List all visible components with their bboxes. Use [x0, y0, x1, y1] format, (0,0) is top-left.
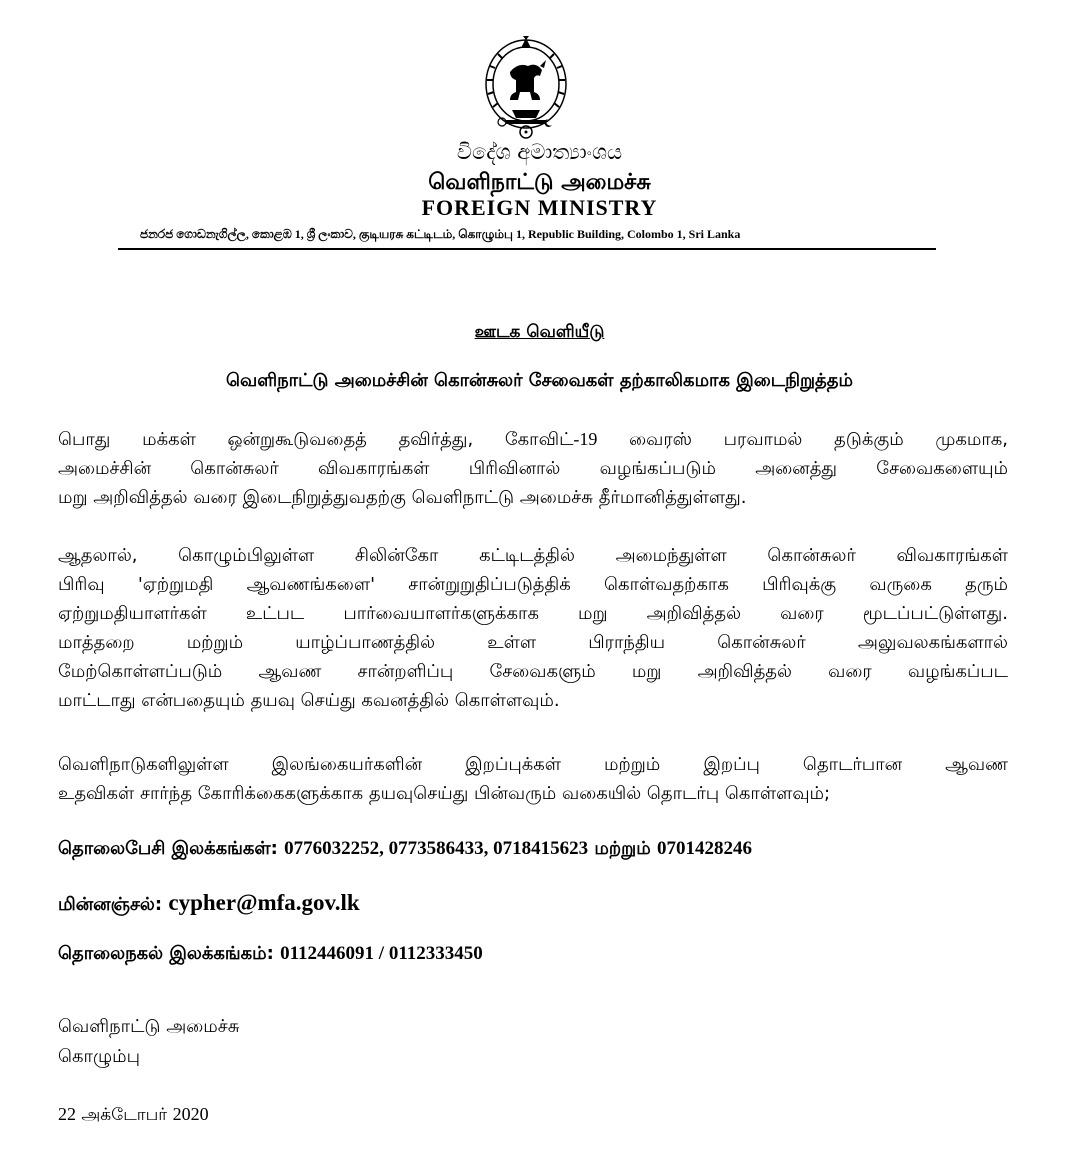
paragraph-2-line-3: ஏற்றுமதியாளர்கள் உட்பட பார்வையாளர்களுக்காக மறு அறிவித்தல் வரை மூடப்பட்டுள்ளது.	[58, 603, 1008, 624]
paragraph-1-line-2: அமைச்சின் கொன்சுலர் விவகாரங்கள் பிரிவினால் வழங்கப்படும் அனைத்து சேவைகளையும்	[58, 458, 1008, 479]
signature-line-1: வெளிநாட்டு அமைச்சு	[58, 1016, 240, 1037]
paragraph-2-line-1: ஆதலால், கொழும்பிலுள்ள சிலின்கோ கட்டிடத்தில் அமைந்துள்ள கொன்சுலர் விவகாரங்கள்	[58, 545, 1008, 566]
paragraph-3-line-1: வெளிநாடுகளிலுள்ள இலங்கையர்களின் இறப்புக்கள் மற்றும் இறப்பு தொடர்பான ஆவண	[58, 754, 1008, 775]
letterhead-sinhala-name: විදේශ අමාත්‍යාංශය	[456, 140, 623, 164]
letterhead-english-name: FOREIGN MINISTRY	[421, 195, 658, 220]
phone-and: மற்றும்	[594, 838, 651, 859]
covid-number: -19	[573, 429, 598, 449]
paragraph-1	[58, 425, 1008, 512]
email-contact	[58, 890, 360, 917]
paragraph-2-line-2: பிரிவு 'ஏற்றுமதி ஆவணங்களை' சான்றுறுதிப்படுத்திக் கொள்வதற்காக பிரிவுக்கு வருகை தரும்	[58, 574, 1008, 595]
document-type-heading: ஊடக வெளியீடு	[474, 322, 605, 342]
fax-numbers: 0112446091 / 0112333450	[280, 943, 483, 964]
paragraph-1-line-3: மறு அறிவித்தல் வரை இடைநிறுத்துவதற்கு வெளிநாட்டு அமைச்சு தீர்மானித்துள்ளது.	[58, 487, 747, 508]
date-year: 2020	[172, 1104, 209, 1124]
email-label: மின்னஞ்சல்:	[58, 894, 163, 915]
letterhead-divider	[118, 248, 936, 250]
phone-label: தொலைபேசி இலக்கங்கள்:	[58, 838, 278, 859]
fax-contact	[58, 943, 483, 966]
letterhead-address: ජනරජ ගොඩනැගිල්ල, කොළඹ 1, ශ්‍රී ලංකාව, குடியரசு கட்டிடம், கொழும்பு 1, Republic Building, Colombo 1, Sri Lanka	[140, 227, 741, 241]
paragraph-1-line-1-start: பொது மக்கள் ஒன்றுகூடுவதைத் தவிர்த்து, கோவிட்	[58, 429, 574, 450]
phone-numbers: 0776032252, 0773586433, 0718415623	[284, 838, 589, 859]
signature-line-2: கொழும்பு	[58, 1046, 141, 1067]
email-address: cypher@mfa.gov.lk	[168, 890, 360, 915]
fax-label: தொலைநகல் இலக்கங்கம்:	[58, 943, 274, 964]
paragraph-2	[58, 541, 1008, 715]
date-day: 22	[58, 1104, 76, 1124]
paragraph-3-line-2: உதவிகள் சார்ந்த கோரிக்கைகளுக்காக தயவுசெய்து பின்வரும் வகையில் தொடர்பு கொள்ளவும்;	[58, 783, 831, 804]
paragraph-1-line-1-end: வைரஸ் பரவாமல் தடுக்கும் முகமாக,	[597, 429, 1008, 450]
paragraph-1-line-1	[58, 425, 1008, 454]
letterhead-tamil-name: வெளிநாட்டு அமைச்சு	[428, 170, 651, 195]
paragraph-2-line-5: மேற்கொள்ளப்படும் ஆவண சான்றளிப்பு சேவைகளும் மறு அறிவித்தல் வரை வழங்கப்பட	[58, 661, 1008, 682]
sri-lanka-emblem-icon	[482, 36, 570, 140]
paragraph-2-line-6: மாட்டாது என்பதையும் தயவு செய்து கவனத்தில் கொள்ளவும்.	[58, 690, 560, 711]
date-month: அக்டோபர்	[81, 1105, 168, 1125]
paragraph-2-line-4: மாத்தறை மற்றும் யாழ்ப்பாணத்தில் உள்ள பிராந்திய கொன்சுலர் அலுவலகங்களால்	[58, 632, 1008, 653]
phone-number-last: 0701428246	[656, 838, 752, 859]
signature-block	[58, 1012, 239, 1072]
document-date	[58, 1104, 209, 1127]
document-title: வெளிநாட்டு அமைச்சின் கொன்சுலர் சேவைகள் தற்காலிகமாக இடைநிறுத்தம்	[226, 370, 853, 391]
paragraph-3	[58, 750, 1008, 808]
phone-contact	[58, 838, 752, 861]
